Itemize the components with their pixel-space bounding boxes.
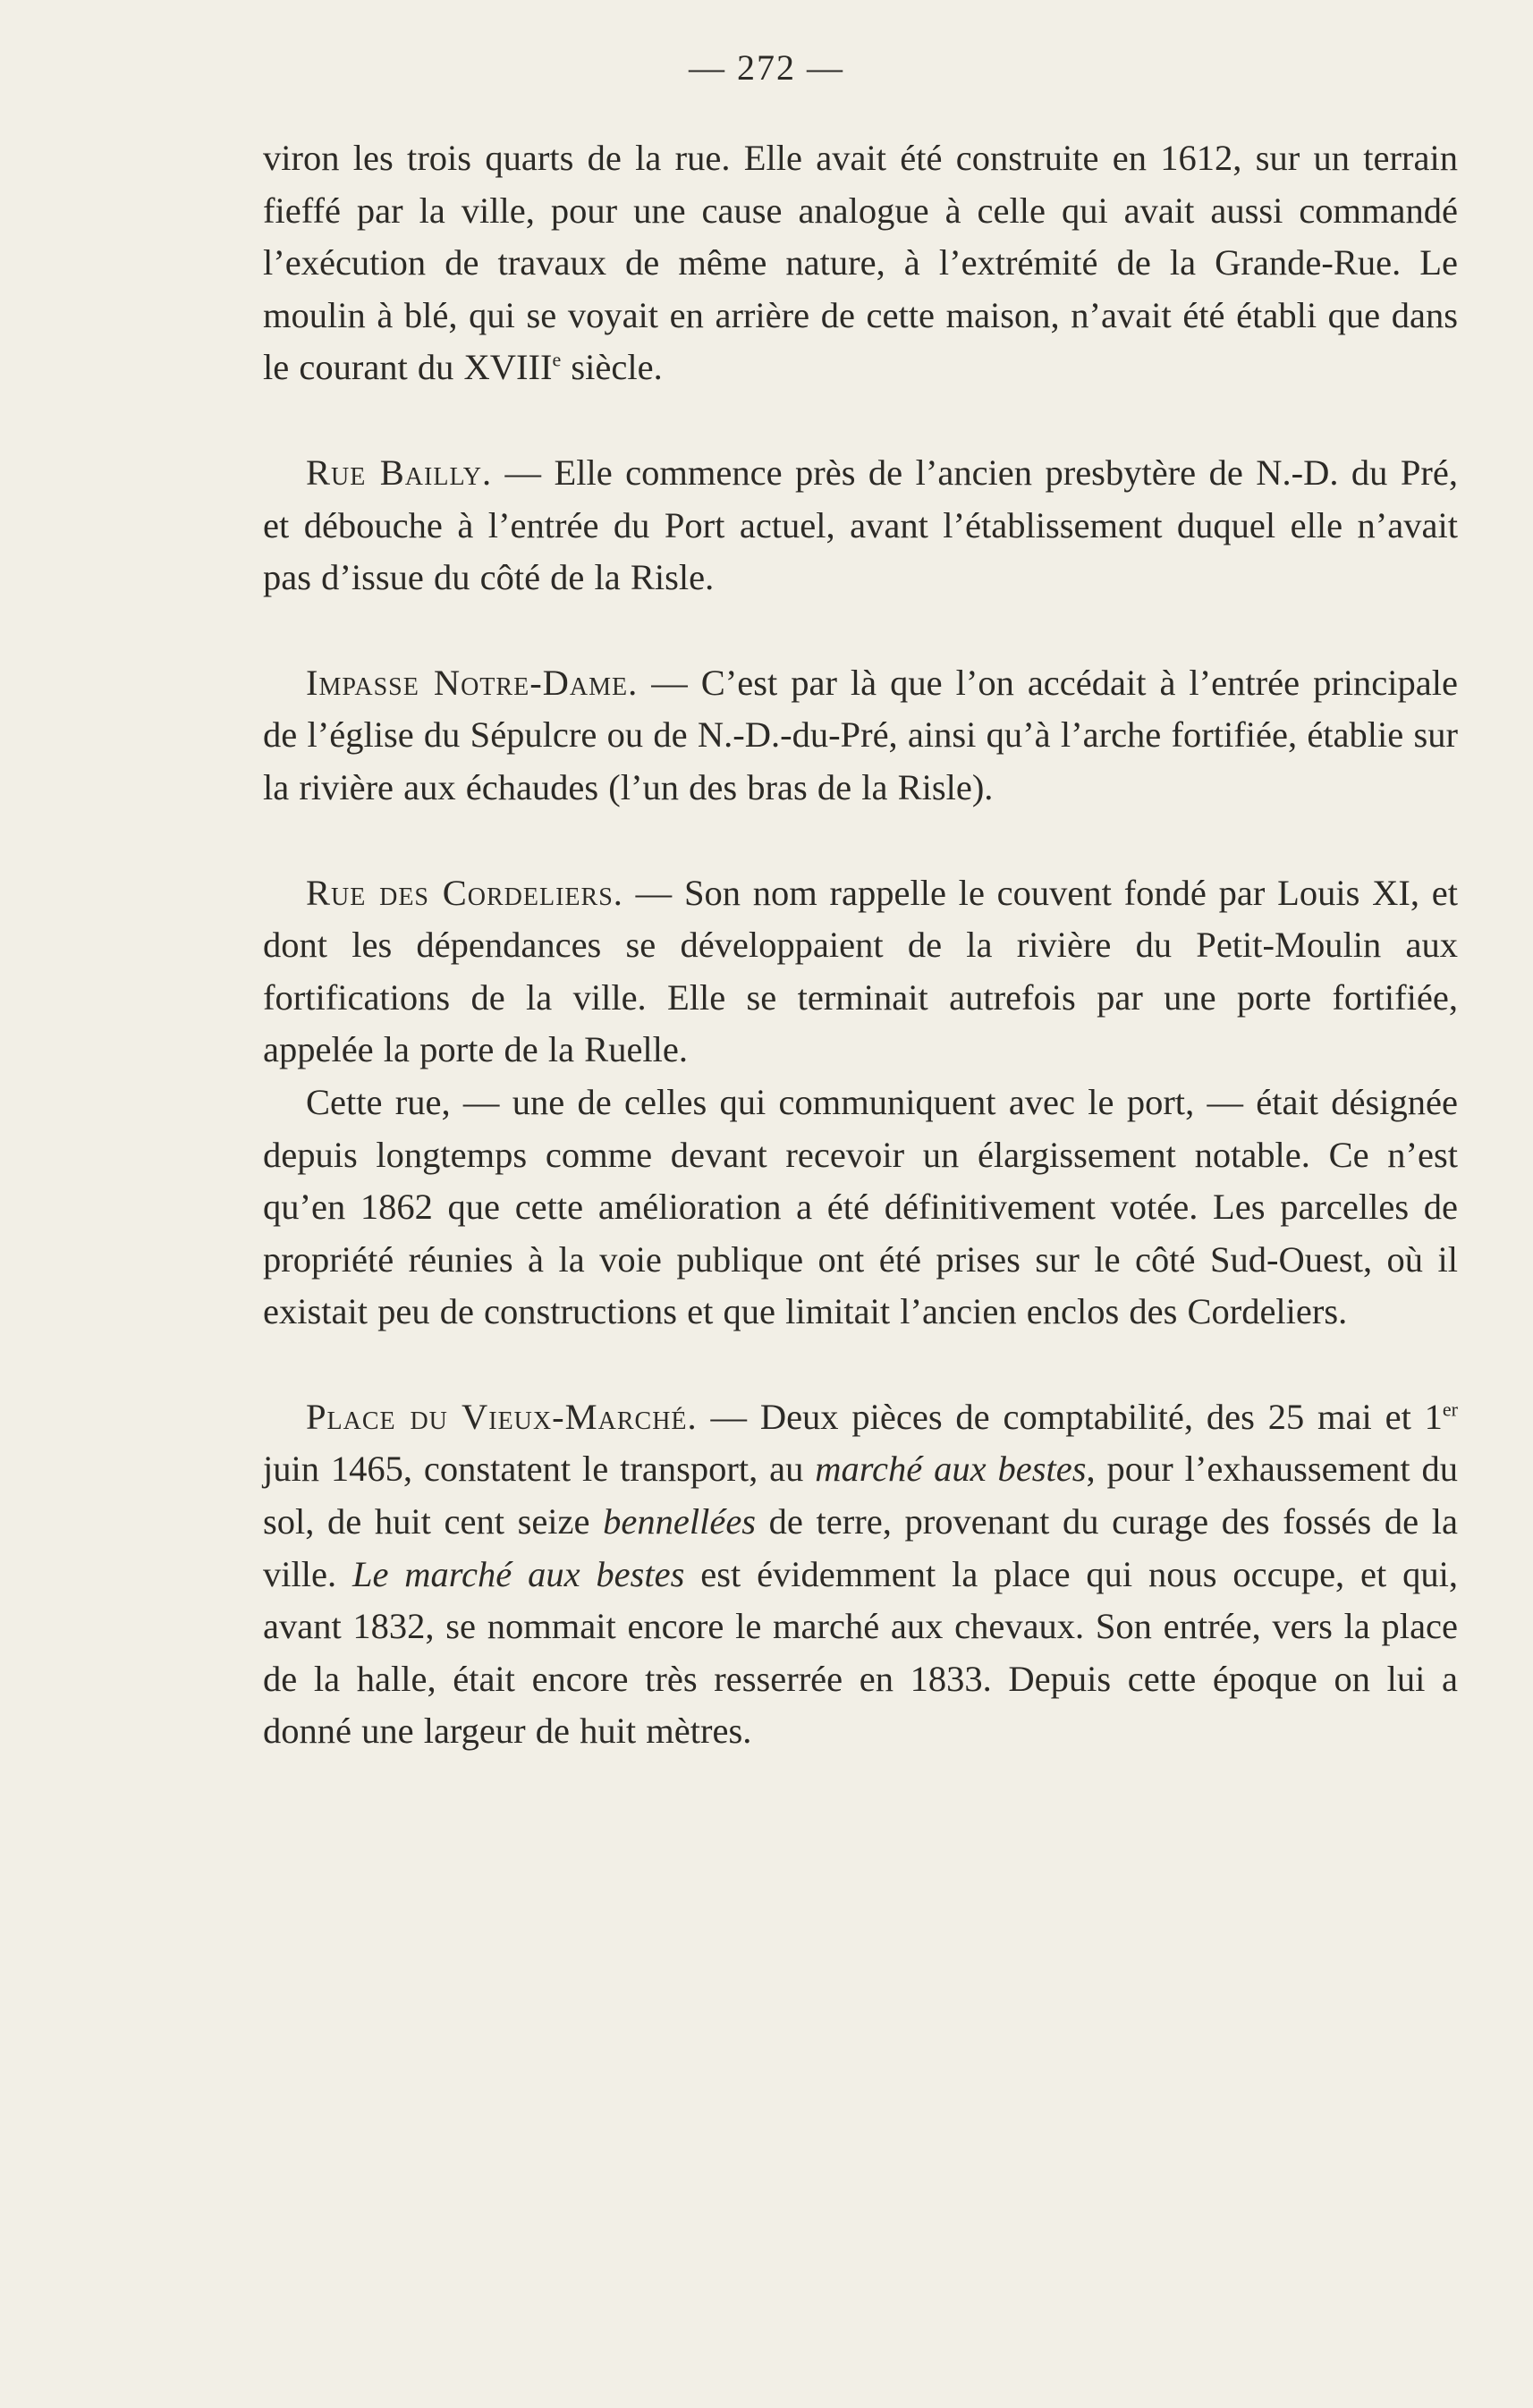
place-du-vieux-marche-superscript: er: [1442, 1398, 1458, 1421]
rue-des-cordeliers-continuation: Cette rue, — une de celles qui communiquent avec le port, — était désignée depuis longtemps comme devant recevoir un élargissement notable. Ce n’est qu’en 1862 que cette amélioration a été définitivement votée. Les parcelles de propriété réunies à la voie publique ont été prises sur le côté Sud-Ouest, où il existait peu de constructions et que limitait l’ancien enclos des Cordeliers.: [263, 1081, 1458, 1332]
impasse-notre-dame-paragraph: [263, 657, 1458, 815]
place-du-vieux-marche-body-4: de terre, provenant du curage des fossés de la ville.: [263, 1501, 1458, 1594]
page-number: — 272 —: [689, 47, 844, 88]
rue-bailly-paragraph: [263, 447, 1458, 604]
impasse-notre-dame-body: — C’est par là que l’on accédait à l’entrée principale de l’église du Sépulcre ou de N.-D.-du-Pré, ainsi qu’à l’arche fortifiée, établie sur la rivière aux échaudes (l’un des bras de la Risle).: [263, 662, 1458, 807]
section-rue-bailly: [263, 447, 1458, 604]
place-du-vieux-marche-italic-2: bennellées: [603, 1501, 757, 1542]
rue-bailly-body: — Elle commence près de l’ancien presbytère de N.-D. du Pré, et débouche à l’entrée du Port actuel, avant l’établissement duquel elle n’avait pas d’issue du côté de la Risle.: [263, 452, 1458, 598]
place-du-vieux-marche-italic-1: marché aux bestes: [815, 1449, 1087, 1490]
text-column: [263, 132, 1458, 1758]
rue-des-cordeliers-paragraph: [263, 867, 1458, 1077]
place-du-vieux-marche-heading: Place du Vieux-Marché.: [306, 1396, 698, 1437]
rue-bailly-heading: Rue Bailly.: [306, 452, 493, 493]
intro-paragraph: [263, 132, 1458, 394]
place-du-vieux-marche-paragraph: [263, 1391, 1458, 1758]
section-place-du-vieux-marche: [263, 1391, 1458, 1758]
impasse-notre-dame-heading: Impasse Notre-Dame.: [306, 662, 639, 703]
intro-text: viron les trois quarts de la rue. Elle avait été construite en 1612, sur un terrain fieffé par la ville, pour une cause analogue à celle qui avait aussi commandé l’exécution de travaux de même nature, à l’extrémité de la Grande-Rue. Le moulin à blé, qui se voyait en arrière de cette maison, n’avait été établi que dans le courant du XVIII: [263, 138, 1458, 388]
section-rue-des-cordeliers: [263, 867, 1458, 1339]
place-du-vieux-marche-body-2: juin 1465, constatent le transport, au: [263, 1449, 816, 1490]
place-du-vieux-marche-body-3: , pour l’exhaussement du sol, de huit cent seize: [263, 1449, 1458, 1542]
place-du-vieux-marche-body-1: — Deux pièces de comptabilité, des 25 mai et 1: [697, 1396, 1443, 1437]
rue-des-cordeliers-body: — Son nom rappelle le couvent fondé par Louis XI, et dont les dépendances se développaient de la rivière du Petit-Moulin aux fortifications de la ville. Elle se terminait autrefois par une porte fortifiée, appelée la porte de la Ruelle.: [263, 872, 1458, 1070]
section-impasse-notre-dame: [263, 657, 1458, 815]
place-du-vieux-marche-italic-3: Le marché aux bestes: [351, 1553, 685, 1594]
rue-des-cordeliers-heading: Rue des Cordeliers.: [306, 872, 623, 913]
place-du-vieux-marche-body-5: est évidemment la place qui nous occupe, et qui, avant 1832, se nommait encore le marché aux chevaux. Son entrée, vers la place de la halle, était encore très resserrée en 1833. Depuis cette époque on lui a donné une largeur de huit mètres.: [263, 1553, 1458, 1752]
intro-text-end: siècle.: [561, 347, 663, 388]
intro-superscript: e: [552, 348, 562, 371]
